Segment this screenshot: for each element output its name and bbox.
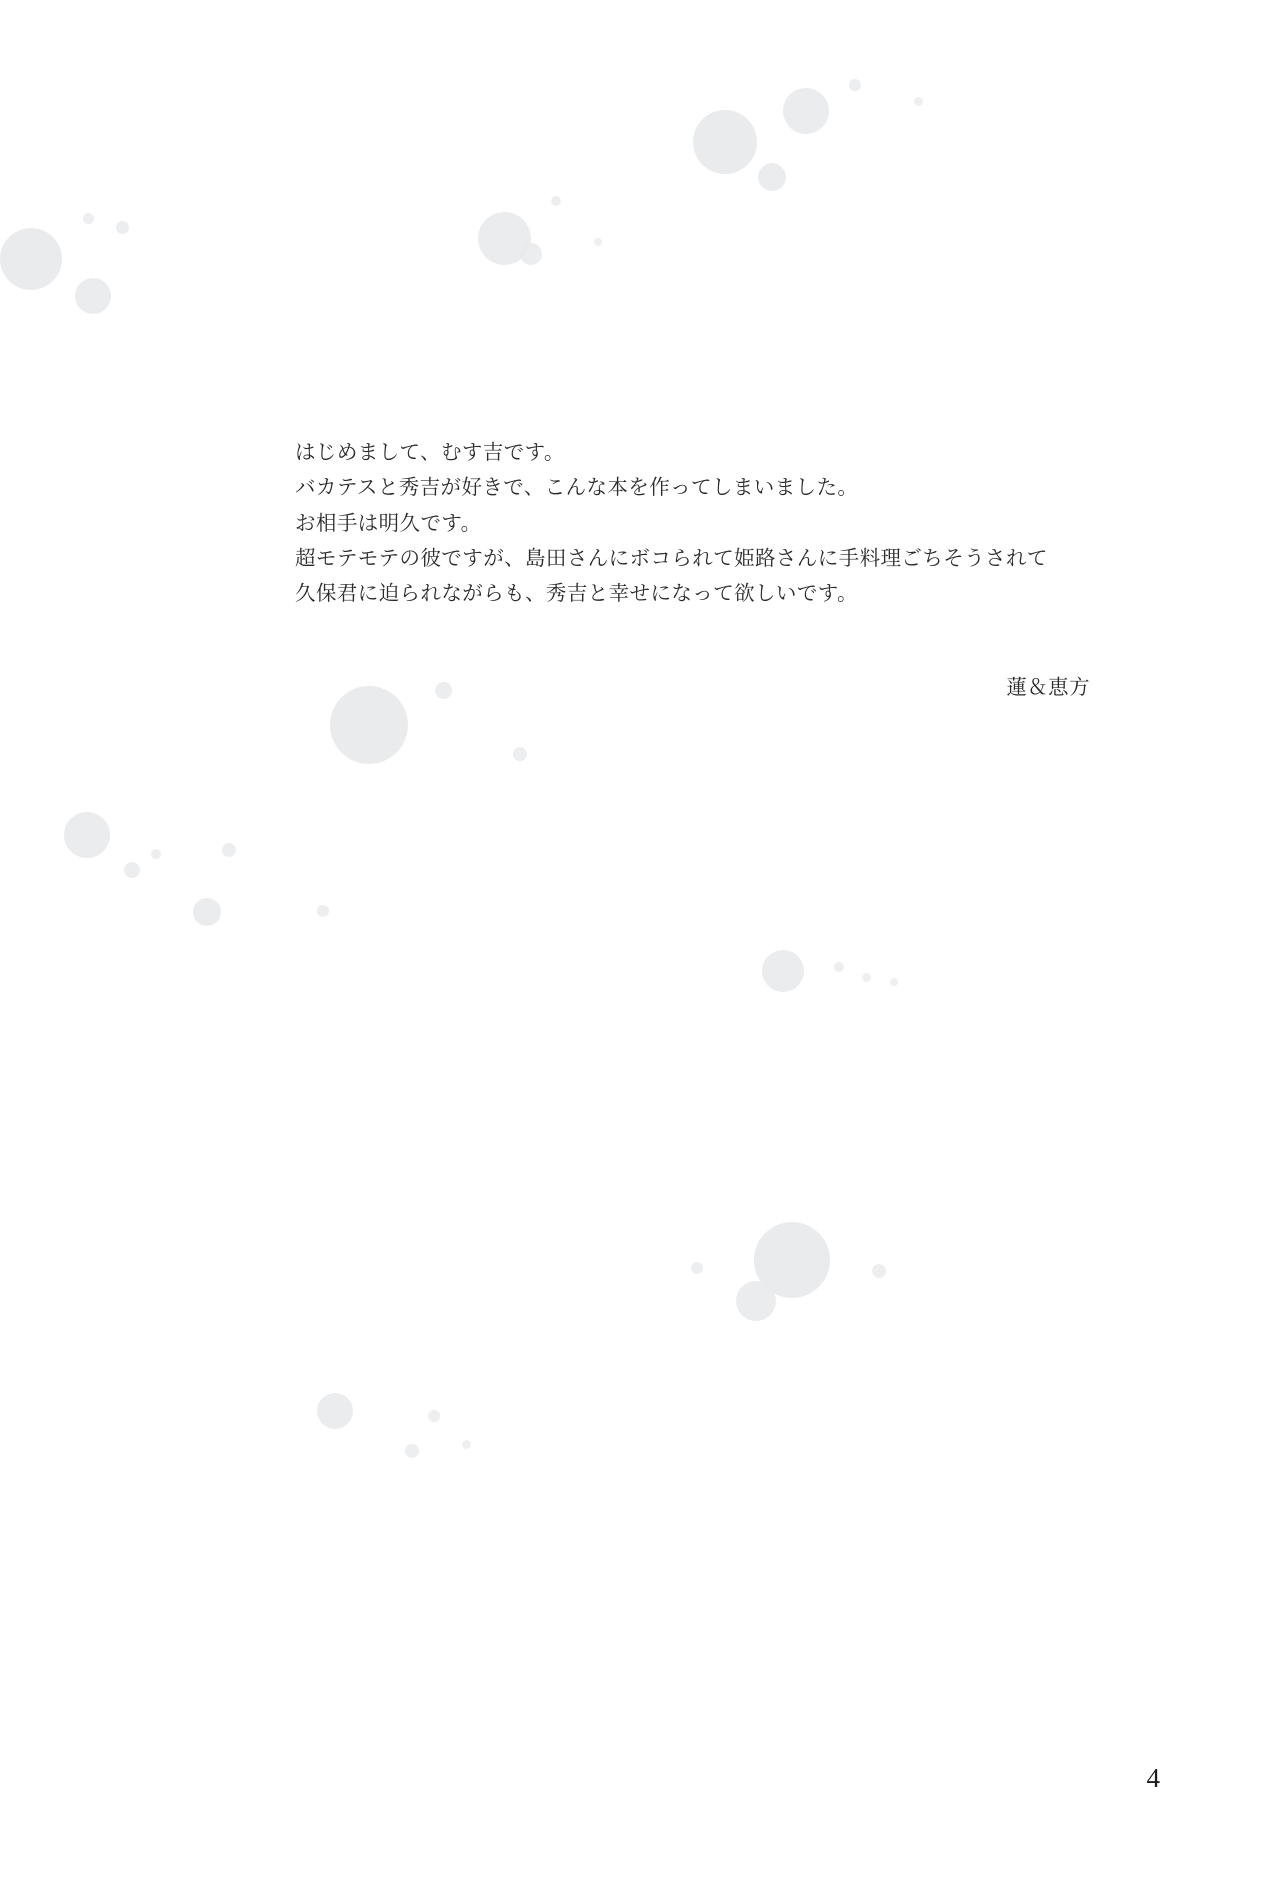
decorative-bubble [193, 898, 221, 926]
decorative-bubble [64, 812, 110, 858]
decorative-bubble [691, 1262, 703, 1274]
decorative-bubble [862, 973, 871, 982]
decorative-bubble [0, 228, 62, 290]
decorative-bubble [83, 213, 94, 224]
decorative-bubble [693, 110, 757, 174]
decorative-bubble [551, 196, 561, 206]
decorative-bubble [758, 163, 786, 191]
decorative-bubble [849, 79, 861, 91]
afterword-line: バカテスと秀吉が好きで、こんな本を作ってしまいました。 [295, 476, 859, 500]
afterword-line: お相手は明久です。 [295, 511, 482, 535]
decorative-bubble [462, 1440, 471, 1449]
decorative-bubble [317, 1393, 353, 1429]
decorative-bubble [762, 950, 804, 992]
decorative-bubble [151, 849, 161, 859]
author-signature: 蓮＆恵方 [1006, 676, 1090, 699]
decorative-bubble [124, 862, 140, 878]
afterword-line: 久保君に迫られながらも、秀吉と幸せになって欲しいです。 [295, 582, 858, 605]
decorative-bubble [428, 1410, 440, 1422]
page-number: 4 [1146, 1763, 1160, 1793]
decorative-bubble [783, 88, 829, 134]
afterword-line: 超モテモテの彼ですが、島田さんにボコられて姫路さんに手料理ごちそうされて [295, 546, 1048, 570]
decorative-bubble [890, 978, 898, 986]
decorative-bubble [75, 278, 111, 314]
decorative-bubble [317, 905, 329, 917]
decorative-bubble [872, 1264, 886, 1278]
decorative-bubble [914, 97, 923, 106]
afterword-text-block [295, 435, 1125, 611]
afterword-line: はじめまして、むす吉です。 [295, 441, 565, 464]
decorative-bubble [222, 843, 236, 857]
decorative-bubble [736, 1281, 776, 1321]
decorative-bubble [116, 221, 129, 234]
decorative-bubble [405, 1444, 419, 1458]
decorative-bubble [520, 243, 542, 265]
decorative-bubble [513, 747, 527, 761]
decorative-bubble [754, 1222, 830, 1298]
decorative-bubble [834, 962, 844, 972]
decorative-bubble [594, 238, 602, 246]
decorative-bubble [478, 212, 531, 265]
